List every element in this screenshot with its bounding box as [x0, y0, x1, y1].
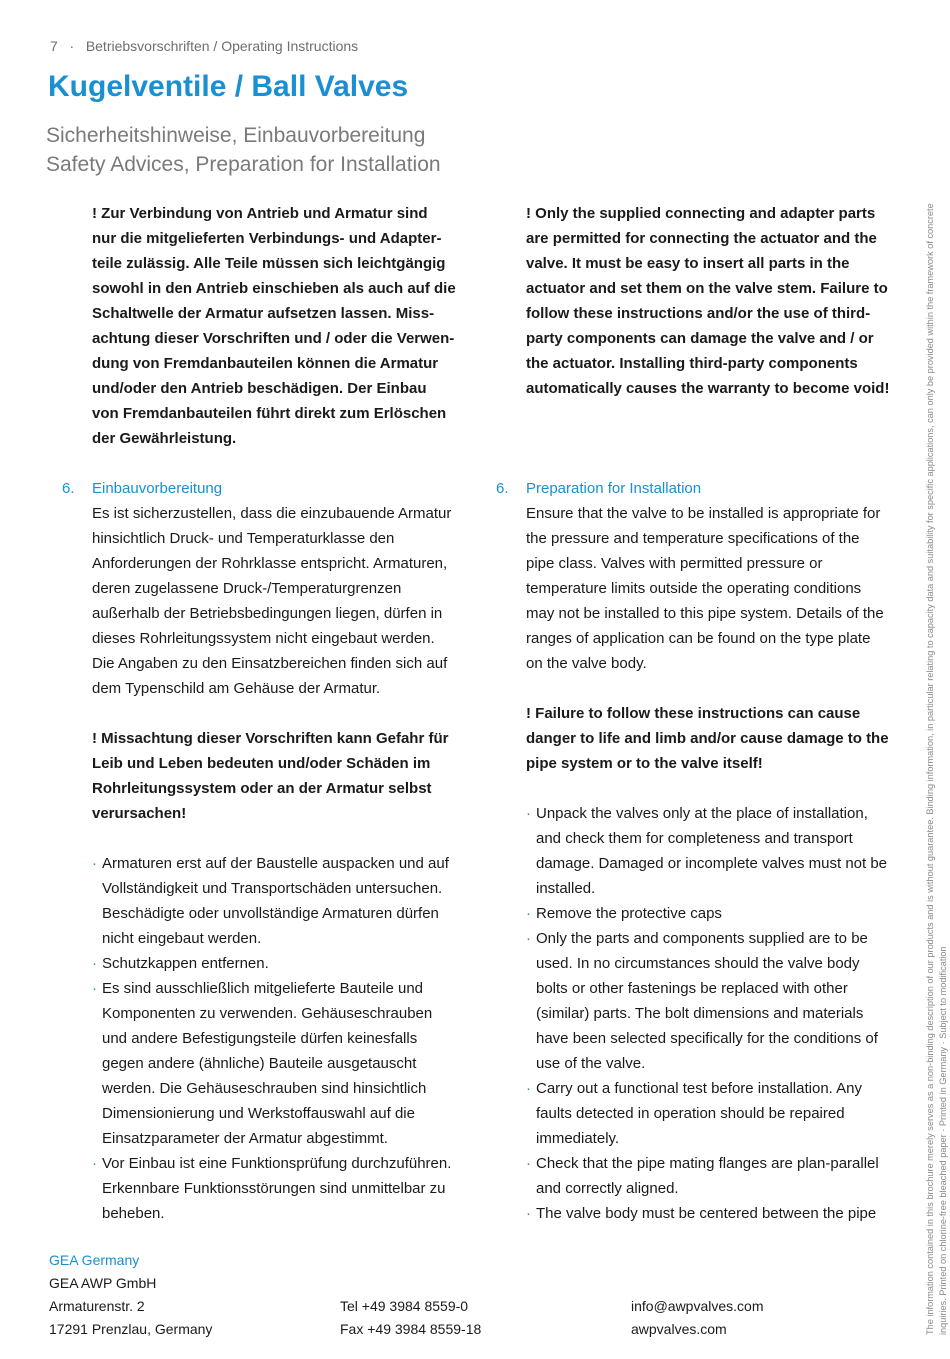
- text-line: Remove the protective caps: [536, 905, 722, 922]
- section-body-en: [526, 501, 896, 676]
- text-line: Die Angaben zu den Einsatzbereichen finden sich auf: [92, 655, 448, 672]
- text-line: Vollständigkeit und Transportschäden untersuchen.: [102, 880, 443, 897]
- bullet-dot-icon: ·: [92, 980, 97, 997]
- company-label: GEA Germany: [49, 1252, 140, 1268]
- bullet-dot-icon: ·: [92, 955, 97, 972]
- list-item: [92, 976, 462, 1151]
- text-line: danger to life and limb and/or cause damage to the: [526, 730, 889, 747]
- text-line: außerhalb der Betriebsbedingungen liegen, dürfen in: [92, 605, 443, 622]
- text-line: Unpack the valves only at the place of installation,: [536, 805, 868, 822]
- email-link[interactable]: info@awpvalves.com: [631, 1298, 764, 1314]
- text-line: Einsatzparameter der Armatur abgestimmt.: [102, 1130, 388, 1147]
- text-line: beheben.: [102, 1205, 165, 1222]
- right-column: [496, 201, 896, 1226]
- street-address: Armaturenstr. 2: [49, 1298, 145, 1314]
- text-line: pipe class. Valves with permitted pressure or: [526, 555, 823, 572]
- text-line: Komponenten zu verwenden. Gehäuseschrauben: [102, 1005, 433, 1022]
- text-line: Erkennbare Funktionsstörungen sind unmittelbar zu: [102, 1180, 446, 1197]
- text-line: dieses Rohrleitungssystem nicht eingebaut werden.: [92, 630, 435, 647]
- bullet-list-en: [526, 801, 896, 1226]
- list-item: [526, 1201, 896, 1226]
- text-line: Schutzkappen entfernen.: [102, 955, 269, 972]
- text-line: dung von Fremdanbauteilen können die Armatur: [92, 355, 439, 372]
- text-line: Ensure that the valve to be installed is appropriate for: [526, 505, 881, 522]
- text-line: the actuator. Installing third-party components: [526, 355, 858, 372]
- text-line: (similar) parts. The bolt dimensions and materials: [536, 1005, 864, 1022]
- bullet-dot-icon: ·: [526, 1155, 531, 1172]
- bullet-dot-icon: ·: [92, 855, 97, 872]
- text-line: hinsichtlich Druck- und Temperaturklasse den: [92, 530, 395, 547]
- footer-address: [49, 1249, 212, 1341]
- text-line: Rohrleitungssystem oder an der Armatur selbst: [92, 780, 432, 797]
- disclaimer-line: The information contained in this brochure merely serves as a non-binding description of our products and is without guarantee. Binding information, in particular relating to capacity data and suitability for specific applications, can only be provided within the framework of concrete: [925, 203, 935, 1335]
- text-line: Schaltwelle der Armatur aufsetzen lassen. Miss-: [92, 305, 435, 322]
- text-line: damage. Damaged or incomplete valves must not be: [536, 855, 888, 872]
- text-line: Check that the pipe mating flanges are plan-parallel: [536, 1155, 879, 1172]
- text-line: Beschädigte oder unvollständige Armaturen dürfen: [102, 905, 439, 922]
- danger-block-en: [526, 701, 896, 776]
- text-line: Dimensionierung und Werkstoffauswahl auf die: [102, 1105, 415, 1122]
- list-item: [92, 851, 462, 951]
- text-line: Leib und Leben bedeuten und/oder Schäden im: [92, 755, 431, 772]
- text-line: nur die mitgelieferten Verbindungs- und Adapter-: [92, 230, 442, 247]
- list-item: [526, 1151, 896, 1201]
- page-header: [50, 38, 358, 54]
- section-body-de: [92, 501, 462, 701]
- text-line: ! Missachtung dieser Vorschriften kann Gefahr für: [92, 730, 449, 747]
- warning-block-de: [92, 201, 462, 451]
- bullet-dot-icon: ·: [526, 930, 531, 947]
- list-item: [526, 901, 896, 926]
- text-line: pipe system or to the valve itself!: [526, 755, 763, 772]
- list-item: [526, 926, 896, 1076]
- section-heading-en: [496, 476, 896, 501]
- text-line: verursachen!: [92, 805, 187, 822]
- text-line: sowohl in den Antrieb einschieben als auch auf die: [92, 280, 456, 297]
- text-line: have been selected specifically for the conditions of: [536, 1030, 878, 1047]
- footer-contact: [631, 1295, 764, 1341]
- text-line: on the valve body.: [526, 655, 647, 672]
- text-line: are permitted for connecting the actuator and the: [526, 230, 877, 247]
- text-line: Es sind ausschließlich mitgelieferte Bauteile und: [102, 980, 423, 997]
- list-item: [92, 1151, 462, 1226]
- text-line: und/oder den Antrieb beschädigen. Der Einbau: [92, 380, 427, 397]
- city-address: 17291 Prenzlau, Germany: [49, 1321, 213, 1337]
- text-line: and correctly aligned.: [536, 1180, 679, 1197]
- text-line: ! Only the supplied connecting and adapter parts: [526, 205, 876, 222]
- text-line: ranges of application can be found on the type plate: [526, 630, 871, 647]
- list-item: [526, 801, 896, 901]
- website-link[interactable]: awpvalves.com: [631, 1321, 727, 1337]
- bullet-list-de: [92, 851, 462, 1226]
- text-line: actuator and set them on the valve stem. Failure to: [526, 280, 888, 297]
- warning-block-en: [526, 201, 896, 401]
- text-line: von Fremdanbauteilen führt direkt zum Erlöschen: [92, 405, 447, 422]
- text-line: dem Typenschild am Gehäuse der Armatur.: [92, 680, 381, 697]
- left-column: [62, 201, 462, 1226]
- subtitle-english: Safety Advices, Preparation for Installation: [46, 153, 441, 176]
- telephone: Tel +49 3984 8559-0: [340, 1298, 469, 1314]
- text-line: immediately.: [536, 1130, 620, 1147]
- text-line: Only the parts and components supplied are to be: [536, 930, 868, 947]
- section-number: 6.: [496, 480, 509, 497]
- disclaimer-line: inquiries. Printed on chlorine-free bleached paper · Printed in Germany · Subject to modification: [938, 946, 948, 1335]
- fax: Fax +49 3984 8559-18: [340, 1321, 482, 1337]
- list-item: [526, 1076, 896, 1151]
- text-line: bolts or other fastenings be replaced with other: [536, 980, 848, 997]
- text-line: used. In no circumstances should the valve body: [536, 955, 860, 972]
- text-line: achtung dieser Vorschriften und / oder die Verwen-: [92, 330, 455, 347]
- text-line: automatically causes the warranty to become void!: [526, 380, 890, 397]
- company-name: GEA AWP GmbH: [49, 1275, 157, 1291]
- section-title: Einbauvorbereitung: [92, 480, 223, 497]
- danger-block-de: [92, 726, 462, 826]
- text-line: installed.: [536, 880, 596, 897]
- text-line: werden. Die Gehäuseschrauben sind hinsichtlich: [102, 1080, 427, 1097]
- list-item: [92, 951, 462, 976]
- text-line: gegen andere (ähnliche) Bauteile ausgetauscht: [102, 1055, 417, 1072]
- text-line: valve. It must be easy to insert all parts in the: [526, 255, 850, 272]
- text-line: may not be installed to this pipe system. Details of the: [526, 605, 884, 622]
- text-line: Vor Einbau ist eine Funktionsprüfung durchzuführen.: [102, 1155, 452, 1172]
- bullet-dot-icon: ·: [526, 1205, 531, 1222]
- text-line: nicht eingebaut werden.: [102, 930, 262, 947]
- text-line: Armaturen erst auf der Baustelle auspacken und auf: [102, 855, 449, 872]
- text-line: party components can damage the valve and / or: [526, 330, 874, 347]
- bullet-dot-icon: ·: [526, 1080, 531, 1097]
- section-heading-de: [62, 476, 462, 501]
- text-line: ! Zur Verbindung von Antrieb und Armatur sind: [92, 205, 428, 222]
- bullet-dot-icon: ·: [526, 805, 531, 822]
- bullet-dot-icon: ·: [92, 1155, 97, 1172]
- side-disclaimer: [924, 203, 950, 1335]
- footer-phone: [340, 1295, 481, 1341]
- text-line: und andere Befestigungsteile dürfen keinesfalls: [102, 1030, 418, 1047]
- text-line: temperature limits outside the operating conditions: [526, 580, 862, 597]
- subtitle-german: Sicherheitshinweise, Einbauvorbereitung: [46, 124, 426, 147]
- text-line: Es ist sicherzustellen, dass die einzubauende Armatur: [92, 505, 452, 522]
- text-line: Carry out a functional test before installation. Any: [536, 1080, 863, 1097]
- section-number: 6.: [62, 480, 75, 497]
- text-line: faults detected in operation should be repaired: [536, 1105, 845, 1122]
- document-title: Betriebsvorschriften / Operating Instructions: [85, 38, 359, 54]
- text-line: use of the valve.: [536, 1055, 646, 1072]
- text-line: and check them for completeness and transport: [536, 830, 853, 847]
- text-line: teile zulässig. Alle Teile müssen sich leichtgängig: [92, 255, 446, 272]
- text-line: deren zugelassene Druck-/Temperaturgrenzen: [92, 580, 402, 597]
- header-separator: ·: [69, 38, 75, 54]
- page-number: 7: [50, 38, 58, 54]
- text-line: The valve body must be centered between the pipe: [536, 1205, 877, 1222]
- text-line: ! Failure to follow these instructions can cause: [526, 705, 861, 722]
- text-line: der Gewährleistung.: [92, 430, 237, 447]
- text-line: follow these instructions and/or the use of third-: [526, 305, 871, 322]
- text-line: Anforderungen der Rohrklasse entspricht. Armaturen,: [92, 555, 448, 572]
- section-title: Preparation for Installation: [526, 480, 702, 497]
- text-line: the pressure and temperature specifications of the: [526, 530, 860, 547]
- bullet-dot-icon: ·: [526, 905, 531, 922]
- page-title: Kugelventile / Ball Valves: [48, 70, 409, 103]
